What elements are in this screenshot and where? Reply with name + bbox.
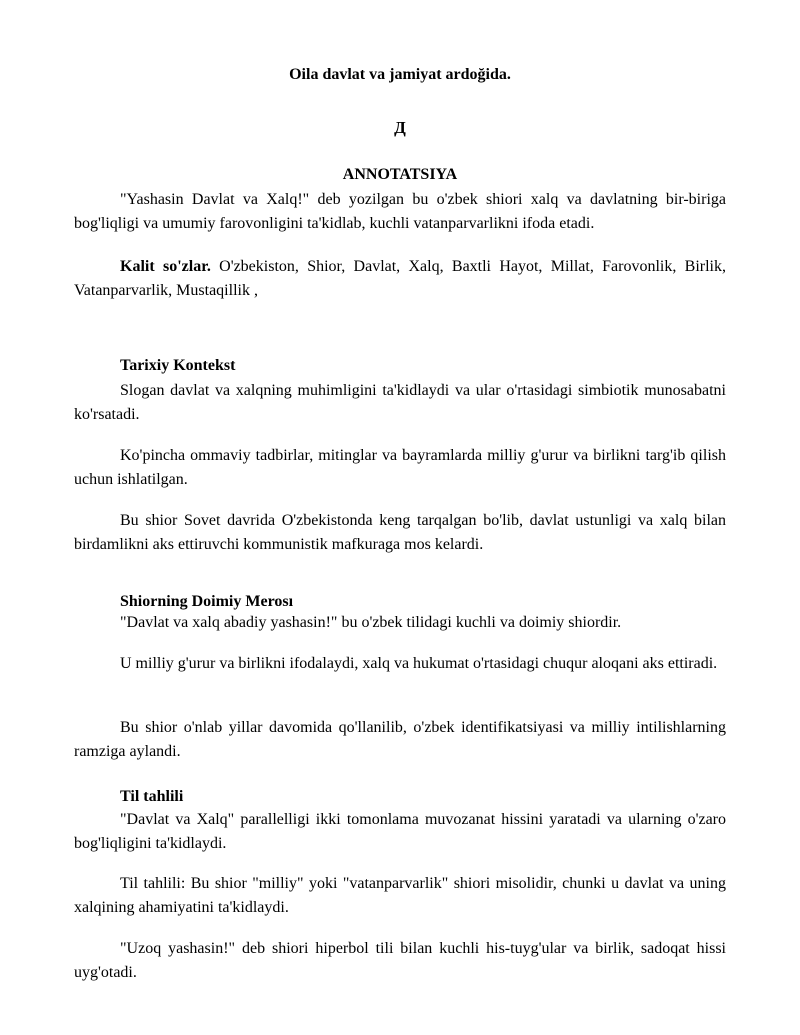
keywords-text: O'zbekiston, Shior, Davlat, Xalq, Baxtli Hayot, Millat, Farovonlik, Birlik, Vatanparvarlik, Mustaqillik , xyxy=(74,258,726,299)
section-heading-shiorning-doimiy-merosi: Shiorning Doimiy Merosı xyxy=(120,593,294,610)
section-paragraph: Ko'pincha ommaviy tadbirlar, mitinglar va bayramlarda milliy g'urur va birlikni targ'ib qilish uchun ishlatilgan. xyxy=(74,447,726,488)
section-paragraph: "Davlat va xalq abadiy yashasin!" bu o'zbek tilidagi kuchli va doimiy shiordir. xyxy=(120,614,622,631)
section-paragraph: Bu shior o'nlab yillar davomida qo'llanilib, o'zbek identifikatsiyasi va milliy intilishlarning ramziga aylandi. xyxy=(74,719,726,760)
section-heading-tarixiy-kontekst: Tarixiy Kontekst xyxy=(120,357,236,374)
keywords-label: Kalit so'zlar. xyxy=(120,258,211,275)
section-paragraph: Bu shior Sovet davrida O'zbekistonda keng tarqalgan bo'lib, davlat ustunligi va xalq bilan birdamlikni aks ettiruvchi kommunistik mafkuraga mos kelardi. xyxy=(74,512,726,553)
section-paragraph: "Uzoq yashasin!" deb shiori hiperbol tili bilan kuchli his-tuyg'ular va birlik, sadoqat hissi uyg'otadi. xyxy=(74,940,726,981)
document-letter: Д xyxy=(394,118,406,137)
section-heading-til-tahlili: Til tahlili xyxy=(120,788,184,805)
annotation-heading: ANNOTATSIYA xyxy=(342,166,458,183)
section-paragraph: Til tahlili: Bu shior "milliy" yoki "vatanparvarlik" shiori misolidir, chunki u davlat va uning xalqining ahamiyatini ta'kidlaydi. xyxy=(74,875,726,916)
section-paragraph: Slogan davlat va xalqning muhimligini ta'kidlaydi va ular o'rtasidagi simbiotik munosabatni ko'rsatadi. xyxy=(74,382,726,423)
annotation-paragraph: "Yashasin Davlat va Xalq!" deb yozilgan bu o'zbek shiori xalq va davlatning bir-biriga bog'liqligi va umumiy farovonligini ta'kidlab, kuchli vatanparvarlikni ifoda etadi. xyxy=(74,191,726,232)
keywords-paragraph xyxy=(74,255,726,303)
document-title: Oila davlat va jamiyat ardoğida. xyxy=(289,66,511,83)
section-paragraph: "Davlat va Xalq" parallelligi ikki tomonlama muvozanat hissini yaratadi va ularning o'zaro bog'liqligini ta'kidlaydi. xyxy=(74,811,726,852)
section-paragraph: U milliy g'urur va birlikni ifodalaydi, xalq va hukumat o'rtasidagi chuqur aloqani aks ettiradi. xyxy=(120,655,718,672)
